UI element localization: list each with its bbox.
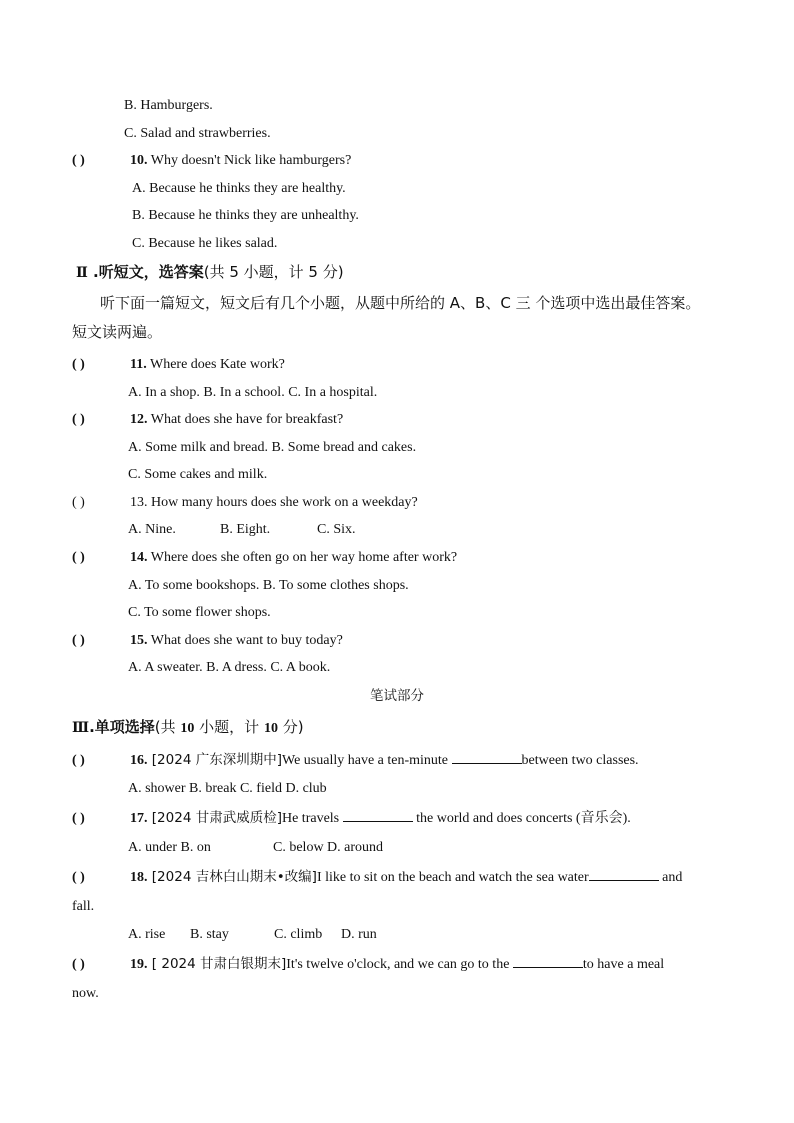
q18-option-a: A. rise [128,927,166,942]
q13-question: 13. How many hours does she work on a weekday? [130,495,418,510]
q18-continuation: fall. [72,899,95,914]
q10-question: Why doesn't Nick like hamburgers? [147,153,352,168]
q18-number: 18. [130,870,148,885]
q17-blank[interactable] [343,809,413,822]
q16-blank[interactable] [452,751,522,764]
q18-blank[interactable] [589,868,659,881]
section-3-points: 10 [263,721,278,736]
written-part-heading: 笔试部分 [370,688,424,704]
q18-text-before: I like to sit on the beach and watch the sea water [316,870,589,885]
q19-text-before: It's twelve o'clock, and we can go to the [286,957,513,972]
section-2-label: .听短文，选答案 [87,263,204,281]
section-3-score-mid: 小题，计 [194,718,264,736]
section-3-label: .单项选择 [89,718,155,736]
q14-options-2: C. To some flower shops. [128,605,271,620]
section-3-title [72,718,304,738]
q16-text-after: between two classes. [521,753,639,768]
answer-paren[interactable]: ( ) [72,633,85,648]
q15-options: A. A sweater. B. A dress. C. A book. [128,660,331,675]
q10-option-a: A. Because he thinks they are healthy. [132,181,346,196]
q12-options-2: C. Some cakes and milk. [128,467,268,482]
q14-question-line [72,549,457,567]
q19-blank[interactable] [513,955,583,968]
section-2-instruction-2: 短文读两遍。 [72,323,163,341]
q19-text-after: to have a meal [582,957,665,972]
section-3-score-pre: (共 [154,718,181,736]
q12-question: What does she have for breakfast? [147,412,344,427]
q11-options: A. In a shop. B. In a school. C. In a hospital. [128,385,378,400]
q13-option-b: B. Eight. [220,522,271,537]
q18-text-after: and [658,870,683,885]
q10-option-b: B. Because he thinks they are unhealthy. [132,208,359,223]
q18-question-line [72,868,682,887]
section-3-roman: Ⅲ [72,721,90,736]
q16-question-line [72,751,639,770]
q11-number: 11. [130,357,147,372]
q14-options-1: A. To some bookshops. B. To some clothes shops. [128,578,409,593]
answer-paren[interactable]: ( ) [72,495,85,510]
q18-option-c: C. climb [274,927,323,942]
answer-paren[interactable]: ( ) [72,153,85,168]
q17-question-line [72,809,631,828]
q18-option-b: B. stay [190,927,229,942]
section-2-title [76,263,344,283]
q15-number: 15. [130,633,148,648]
q9-option-b: B. Hamburgers. [124,98,213,113]
q18-source: [2024 吉林白山期末•改编] [147,869,317,885]
answer-paren[interactable]: ( ) [72,811,85,826]
section-2-instruction-1: 听下面一篇短文，短文后有几个小题，从题中所给的 A、B、C 三 个选项中选出最佳答案。 [100,294,701,312]
q17-text-after: the world and does concerts (音乐会). [412,811,631,826]
q17-text-before: He travels [281,811,343,826]
q11-question: Where does Kate work? [146,357,285,372]
q19-continuation: now. [72,986,99,1001]
section-2-roman: Ⅱ [76,266,88,281]
q13-option-a: A. Nine. [128,522,176,537]
q13-option-c: C. Six. [317,522,356,537]
q11-question-line [72,356,285,374]
answer-paren[interactable]: ( ) [72,412,85,427]
q9-option-c: C. Salad and strawberries. [124,126,271,141]
q14-question: Where does she often go on her way home after work? [147,550,458,565]
answer-paren[interactable]: ( ) [72,957,85,972]
q18-option-d: D. run [341,927,377,942]
q13-question-line [72,494,418,512]
section-2-score: (共 5 小题，计 5 分) [203,263,344,281]
answer-paren[interactable]: ( ) [72,550,85,565]
q16-text-before: We usually have a ten-minute [281,753,452,768]
answer-paren[interactable]: ( ) [72,753,85,768]
q10-option-c: C. Because he likes salad. [132,236,278,251]
answer-paren[interactable]: ( ) [72,357,85,372]
answer-paren[interactable]: ( ) [72,870,85,885]
q15-question-line [72,632,343,650]
q17-source: [2024 甘肃武威质检] [147,810,282,826]
q17-options-cd: C. below D. around [273,840,384,855]
section-3-count: 10 [180,721,195,736]
q17-options-ab: A. under B. on [128,840,211,855]
q15-question: What does she want to buy today? [147,633,343,648]
q19-question-line [72,955,664,974]
q12-options-1: A. Some milk and bread. B. Some bread and cakes. [128,440,417,455]
q14-number: 14. [130,550,148,565]
q19-source: [ 2024 甘肃白银期末] [147,956,287,972]
q12-number: 12. [130,412,148,427]
q16-options: A. shower B. break C. field D. club [128,781,327,796]
q10-question-line [72,152,351,170]
q16-number: 16. [130,753,148,768]
q17-number: 17. [130,811,148,826]
section-3-score-post: 分) [277,718,304,736]
q12-question-line [72,411,343,429]
q19-number: 19. [130,957,148,972]
q10-number: 10. [130,153,148,168]
q16-source: [2024 广东深圳期中] [147,752,282,768]
